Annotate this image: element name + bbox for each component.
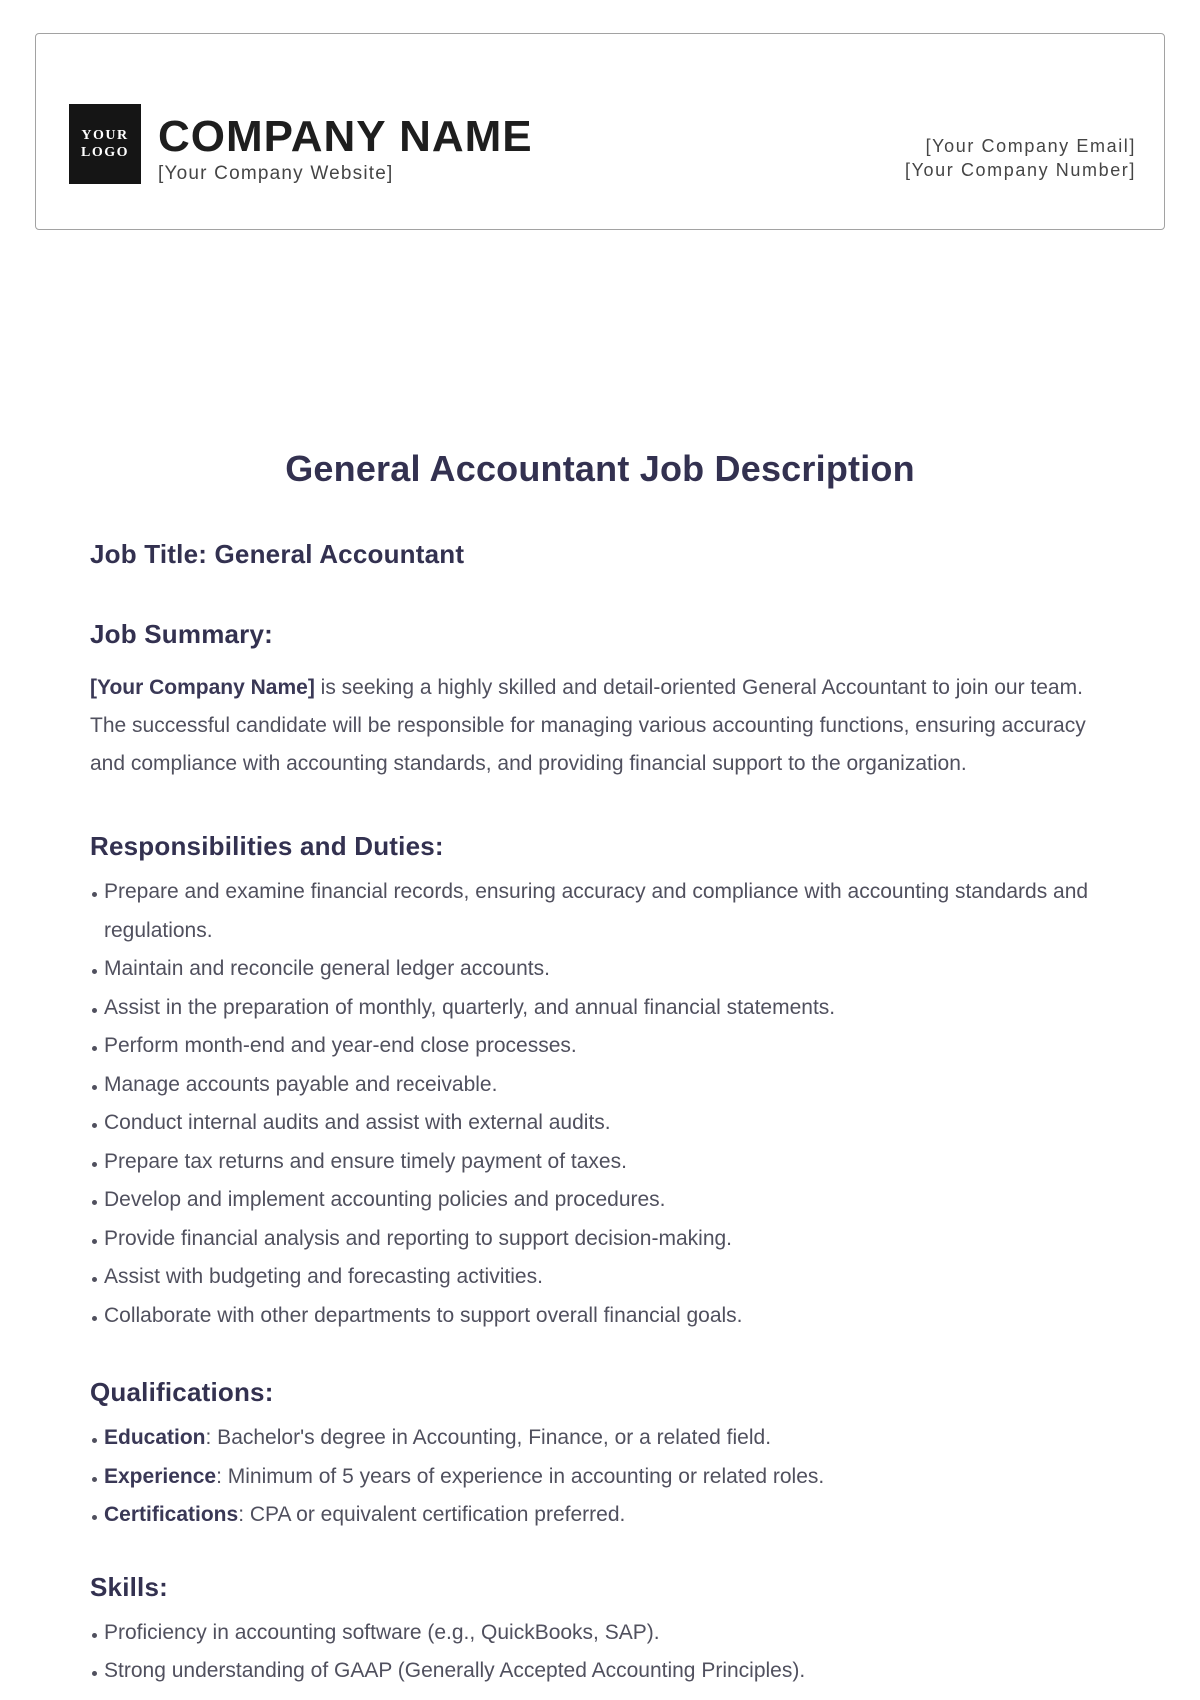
logo-text-line2: LOGO (80, 145, 129, 160)
company-website: [Your Company Website] (158, 163, 394, 184)
responsibility-item: Perform month-end and year-end close processes. (90, 1027, 1110, 1066)
qualifications-heading: Qualifications: (90, 1377, 274, 1407)
responsibility-item: Assist with budgeting and forecasting activities. (90, 1258, 1110, 1297)
qualification-term: Experience (104, 1464, 217, 1488)
qualification-term: Education (104, 1426, 206, 1449)
responsibility-item: Develop and implement accounting policies and procedures. (90, 1181, 1110, 1220)
skills-list (90, 1614, 1110, 1691)
company-logo (69, 104, 141, 184)
company-name-placeholder: [Your Company Name] (90, 676, 315, 699)
qualification-detail: : Bachelor's degree in Accounting, Finance, or a related field. (205, 1426, 772, 1449)
company-contact (905, 134, 1136, 182)
letterhead (35, 33, 1165, 230)
job-summary-paragraph (90, 669, 1110, 783)
job-title-heading: Job Title: General Accountant (90, 539, 465, 569)
qualification-detail: : Minimum of 5 years of experience in accounting or related roles. (216, 1464, 825, 1488)
qualification-detail: : CPA or equivalent certification preferred. (238, 1503, 626, 1526)
company-email: [Your Company Email] (925, 136, 1136, 156)
responsibility-item: Conduct internal audits and assist with external audits. (90, 1104, 1110, 1143)
company-name: COMPANY NAME (158, 112, 533, 161)
responsibility-item: Manage accounts payable and receivable. (90, 1066, 1110, 1105)
skills-heading: Skills: (90, 1571, 168, 1602)
responsibility-item: Provide financial analysis and reporting to support decision-making. (90, 1220, 1110, 1259)
skill-item: Strong understanding of GAAP (Generally Accepted Accounting Principles). (90, 1652, 1110, 1691)
responsibilities-list (90, 873, 1110, 1335)
responsibility-item: Assist in the preparation of monthly, quarterly, and annual financial statements. (90, 989, 1110, 1028)
company-number: [Your Company Number] (904, 160, 1136, 180)
page-title: General Accountant Job Description (285, 448, 915, 489)
job-summary-heading: Job Summary: (90, 619, 274, 649)
qualification-item (90, 1496, 1110, 1535)
responsibility-item: Prepare tax returns and ensure timely payment of taxes. (90, 1143, 1110, 1182)
responsibility-item: Prepare and examine financial records, ensuring accuracy and compliance with accounting standards and regulations. (90, 873, 1110, 950)
company-identity (158, 114, 533, 185)
responsibility-item: Collaborate with other departments to support overall financial goals. (90, 1297, 1110, 1336)
logo-text-line1: YOUR (81, 128, 129, 143)
skill-item: Proficiency in accounting software (e.g., QuickBooks, SAP). (90, 1614, 1110, 1653)
qualification-term: Certifications (104, 1503, 239, 1526)
responsibility-item: Maintain and reconcile general ledger accounts. (90, 950, 1110, 989)
qualification-item (90, 1419, 1110, 1458)
qualification-item (90, 1458, 1110, 1497)
responsibilities-heading: Responsibilities and Duties: (90, 831, 444, 861)
qualifications-list (90, 1419, 1110, 1535)
job-summary-text: is seeking a highly skilled and detail-oriented General Accountant to join our team. The successful candidate will be responsible for managing various accounting functions, ensuring accuracy and compliance with accounting standards, and providing financial support to the organization. (90, 676, 1086, 775)
